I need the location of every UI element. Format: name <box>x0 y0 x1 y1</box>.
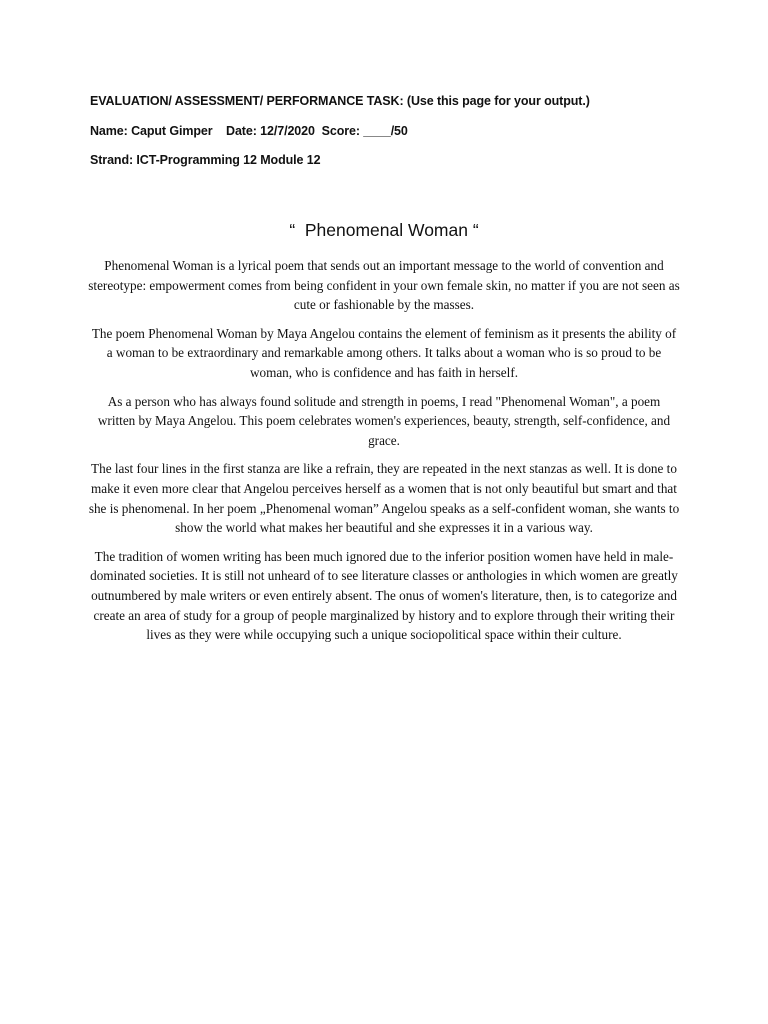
essay-body <box>88 256 680 654</box>
strand-line: Strand: ICT-Programming 12 Module 12 <box>90 153 321 167</box>
assessment-heading: EVALUATION/ ASSESSMENT/ PERFORMANCE TASK: (Use this page for your output.) <box>90 94 590 108</box>
paragraph-3: As a person who has always found solitude and strength in poems, I read "Phenomenal Woman", a poem written by Maya Angelou. This poem celebrates women's experiences, beauty, strength, self-confidence, and grace. <box>97 393 671 448</box>
paragraph-5: The tradition of women writing has been much ignored due to the inferior position women have held in male-dominated societies. It is still not unheard of to see literature classes or anthologies in which women are greatly outnumbered by male writers or even entirely absent. The onus of women's literature, then, is to categorize and create an area of study for a group of people marginalized by history and to explore through their writing their lives as they were while occupying such a unique sociopolitical space within their culture. <box>90 548 678 643</box>
paragraph-4: The last four lines in the first stanza are like a refrain, they are repeated in the next stanzas as well. It is done to make it even more clear that Angelou perceives herself as a women that is not only beautiful but smart and that she is phenomenal. In her poem „Phenomenal woman” Angelou speaks as a self-confident woman, she wants to show the world what makes her beautiful and she expresses it in a various way. <box>88 461 680 536</box>
paragraph-2: The poem Phenomenal Woman by Maya Angelou contains the element of feminism as it presents the ability of a woman to be extraordinary and remarkable among others. It talks about a woman who is so proud to be woman, who is confidence and has faith in herself. <box>91 325 677 380</box>
paragraph-1: Phenomenal Woman is a lyrical poem that sends out an important message to the world of convention and stereotype: empowerment comes from being confident in your own female skin, no matter if you are not seen as cute or fashionable by the masses. <box>88 258 680 313</box>
essay-title: “ Phenomenal Woman “ <box>289 220 479 240</box>
name-date-score-line: Name: Caput Gimper Date: 12/7/2020 Score: ____/50 <box>90 124 408 138</box>
